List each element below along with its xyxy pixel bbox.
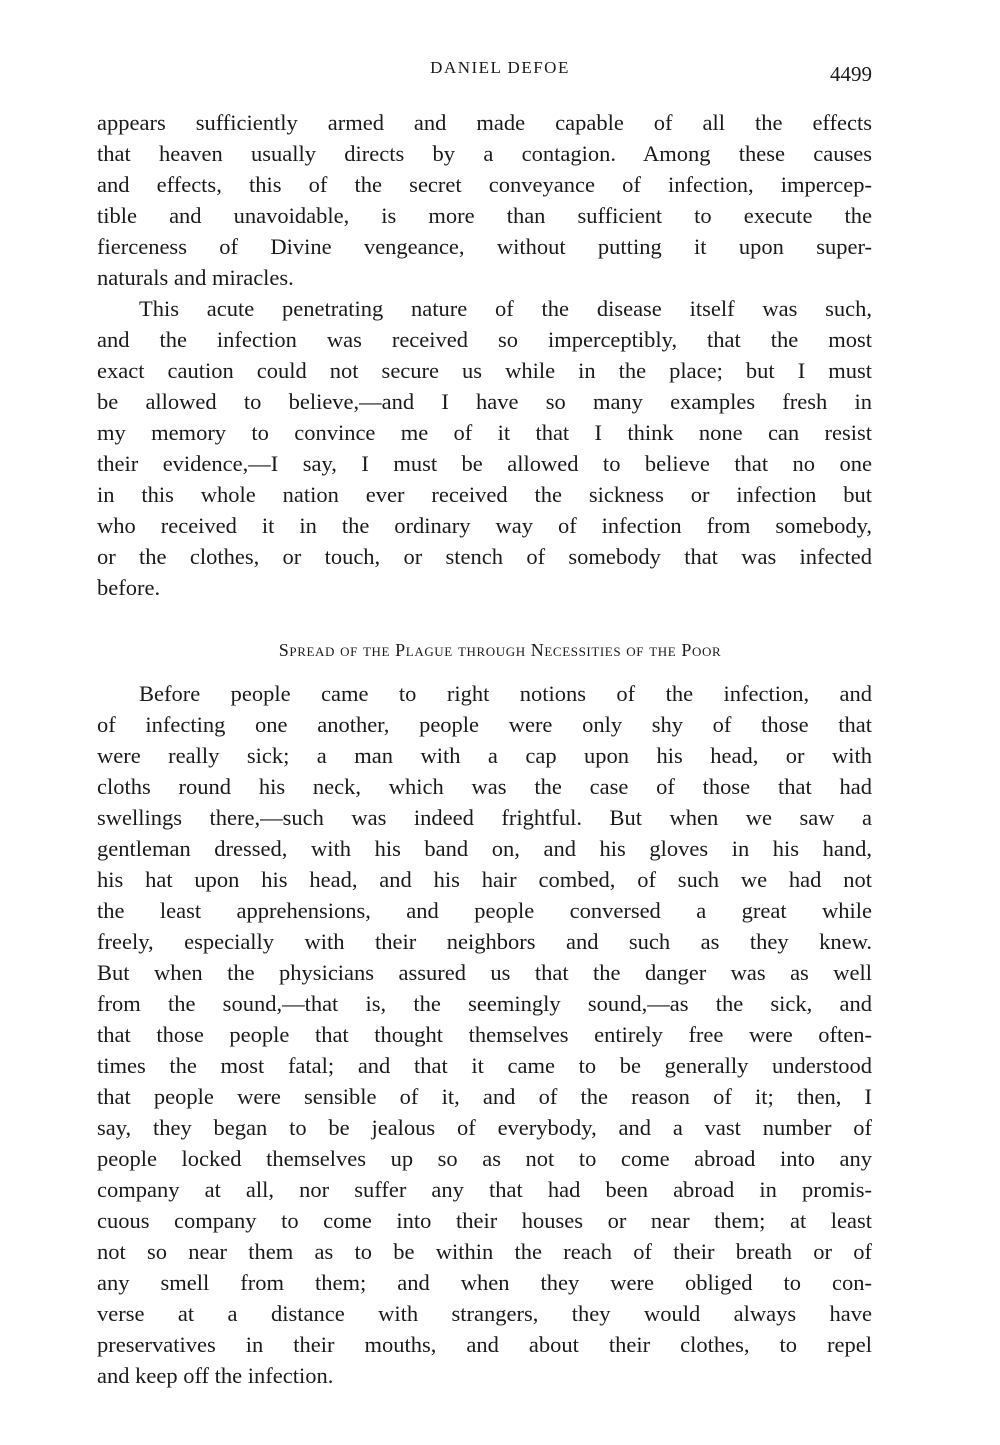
text-line: from the sound,—that is, the seemingly sound,—as the sick, and [97,991,872,1016]
text-line: company at all, nor suffer any that had been abroad in promis- [97,1177,872,1202]
paragraph-necessities-of-poor [97,678,872,1391]
section-heading: Spread of the Plague through Necessities of the Poor [278,640,722,660]
paragraph-continuation [97,107,872,293]
text-line: of infecting one another, people were only shy of those that [97,712,872,737]
text-line: before. [97,575,161,600]
text-line: say, they began to be jealous of everybody, and a vast number of [97,1115,872,1140]
paragraph-disease-nature [97,293,872,603]
text-line: preservatives in their mouths, and about their clothes, to repel [97,1332,872,1357]
text-line: that heaven usually directs by a contagion. Among these causes [97,141,872,166]
text-line: in this whole nation ever received the sickness or infection but [97,482,872,507]
text-line: people locked themselves up so as not to come abroad into any [97,1146,872,1171]
text-line: Before people came to right notions of the infection, and [139,681,872,706]
text-line: cloths round his neck, which was the case of those that had [97,774,872,799]
text-line: swellings there,—such was indeed frightful. But when we saw a [97,805,872,830]
text-line: that people were sensible of it, and of the reason of it; then, I [97,1084,872,1109]
text-line: verse at a distance with strangers, they would always have [97,1301,872,1326]
running-head: DANIEL DEFOE [430,58,570,77]
text-line: my memory to convince me of it that I think none can resist [97,420,872,445]
text-line: were really sick; a man with a cap upon his head, or with [97,743,872,768]
page-number: 4499 [830,62,872,86]
text-line: fierceness of Divine vengeance, without putting it upon super- [97,234,872,259]
text-line: who received it in the ordinary way of infection from somebody, [97,513,872,538]
text-line: any smell from them; and when they were obliged to con- [97,1270,872,1295]
text-line: that those people that thought themselves entirely free were often- [97,1022,872,1047]
text-line: and effects, this of the secret conveyance of infection, impercep- [97,172,872,197]
text-line: his hat upon his head, and his hair combed, of such we had not [97,867,872,892]
text-line: and keep off the infection. [97,1363,334,1388]
text-line: their evidence,—I say, I must be allowed to believe that no one [97,451,872,476]
text-line: tible and unavoidable, is more than sufficient to execute the [97,203,872,228]
text-line: cuous company to come into their houses or near them; at least [97,1208,872,1233]
text-line: or the clothes, or touch, or stench of somebody that was infected [97,544,872,569]
text-line: and the infection was received so imperceptibly, that the most [97,327,872,352]
text-line: the least apprehensions, and people conversed a great while [97,898,872,923]
text-line: naturals and miracles. [97,265,294,290]
text-line: be allowed to believe,—and I have so many examples fresh in [97,389,872,414]
text-line: appears sufficiently armed and made capable of all the effects [97,110,872,135]
text-line: times the most fatal; and that it came to be generally understood [97,1053,872,1078]
text-line: not so near them as to be within the reach of their breath or of [97,1239,872,1264]
text-line: exact caution could not secure us while in the place; but I must [97,358,872,383]
text-line: But when the physicians assured us that the danger was as well [97,960,872,985]
text-line: gentleman dressed, with his band on, and his gloves in his hand, [97,836,872,861]
text-line: This acute penetrating nature of the disease itself was such, [139,296,872,321]
text-line: freely, especially with their neighbors and such as they knew. [97,929,872,954]
